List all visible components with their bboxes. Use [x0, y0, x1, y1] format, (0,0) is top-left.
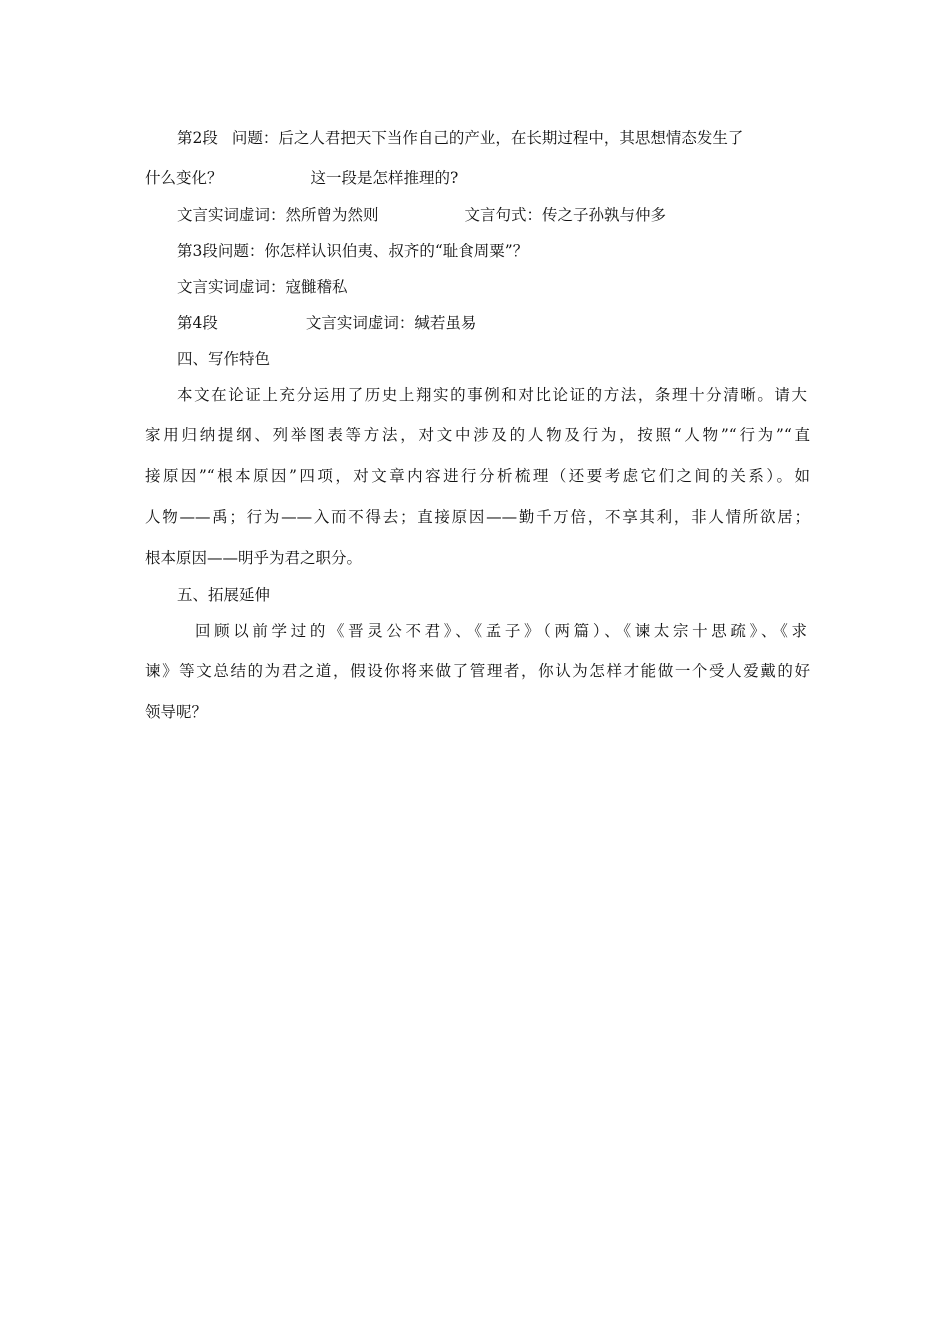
section-5-text-line-1: 回顾以前学过的《晋灵公不君》、《孟子》（两篇）、《谏太宗十思疏》、《求	[195, 622, 807, 640]
section-4-text-line-1: 本文在论证上充分运用了历史上翔实的事例和对比论证的方法，条理十分清晰。请大	[177, 386, 807, 404]
paragraph-4-words: 文言实词虚词：缄若虽易	[305, 314, 477, 332]
paragraph-2-vocabulary-line	[177, 205, 842, 225]
paragraph-2-question-line	[177, 128, 842, 148]
paragraph-3-words: 文言实词虚词：寇雠稽私	[177, 278, 348, 296]
paragraph-2-syntax: 文言句式：传之子孙孰与仲多	[464, 206, 667, 224]
section-4-text-line-4: 人物——禹；行为——入而不得去；直接原因——勤千万倍，不享其利，非人情所欲居；	[145, 508, 810, 526]
paragraph-4-line	[177, 313, 842, 333]
section-4-text-line-3: 接原因”“根本原因”四项，对文章内容进行分析梳理（还要考虑它们之间的关系）。如	[145, 467, 810, 485]
paragraph-2-reasoning-question: 这一段是怎样推理的?	[310, 169, 459, 187]
section-4-text-line-2: 家用归纳提纲、列举图表等方法，对文中涉及的人物及行为，按照“人物”“行为”“直	[145, 426, 810, 444]
paragraph-3-question: 第3段问题：你怎样认识伯夷、叔齐的“耻食周粟”？	[177, 242, 529, 260]
paragraph-2-words: 文言实词虚词：然所曾为然则	[177, 206, 379, 224]
paragraph-2-question-continuation	[145, 168, 810, 188]
paragraph-2-label: 第2段	[177, 129, 218, 147]
section-5-text-line-3: 领导呢？	[145, 703, 208, 721]
section-5-heading: 五、拓展延伸	[177, 586, 271, 604]
paragraph-2-question-text: 问题：后之人君把天下当作自己的产业，在长期过程中，其思想情态发生了	[231, 129, 744, 147]
section-5-text-line-2: 谏》等文总结的为君之道，假设你将来做了管理者，你认为怎样才能做一个受人爱戴的好	[145, 662, 810, 680]
section-4-heading: 四、写作特色	[177, 350, 271, 368]
paragraph-2-question-end: 什么变化？	[145, 169, 223, 187]
section-4-text-line-5: 根本原因——明乎为君之职分。	[145, 549, 363, 567]
paragraph-4-label: 第4段	[177, 314, 218, 332]
